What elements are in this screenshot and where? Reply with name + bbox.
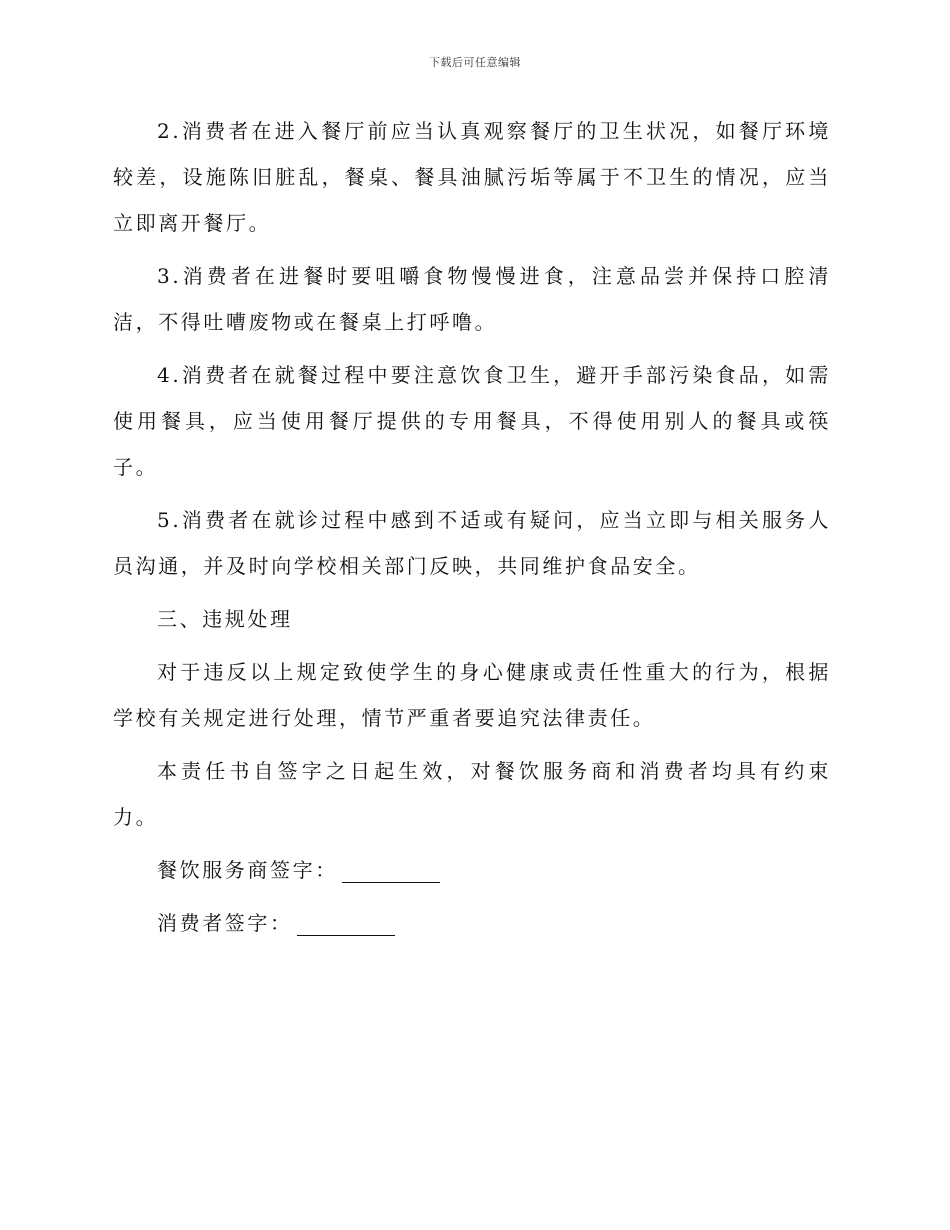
vendor-signature-label: 餐饮服务商签字： [157, 858, 338, 882]
paragraph-violation-handling: 对于违反以上规定致使学生的身心健康或责任性重大的行为，根据学校有关规定进行处理，情节严重者要追究法律责任。 [113, 660, 831, 730]
consumer-signature-line[interactable] [297, 907, 395, 936]
paragraph-item-5: 5.消费者在就诊过程中感到不适或有疑问，应当立即与相关服务人员沟通，并及时向学校相关部门反映，共同维护食品安全。 [113, 508, 831, 578]
vendor-signature-row [113, 847, 831, 893]
paragraph-item-2: 2.消费者在进入餐厅前应当认真观察餐厅的卫生状况，如餐厅环境较差，设施陈旧脏乱，餐桌、餐具油腻污垢等属于不卫生的情况，应当立即离开餐厅。 [113, 119, 831, 235]
section-heading-violation: 三、违规处理 [157, 607, 293, 631]
paragraph-effective-statement: 本责任书自签字之日起生效，对餐饮服务商和消费者均具有约束力。 [113, 759, 831, 829]
consumer-signature-label: 消费者签字： [157, 911, 293, 935]
consumer-signature-row [113, 900, 831, 946]
paragraph-item-4: 4.消费者在就餐过程中要注意饮食卫生，避开手部污染食品，如需使用餐具，应当使用餐厅提供的专用餐具，不得使用别人的餐具或筷子。 [113, 363, 831, 479]
vendor-signature-line[interactable] [342, 854, 440, 883]
document-body [113, 108, 831, 953]
page-header: 下载后可任意编辑 [429, 56, 521, 69]
paragraph-item-3: 3.消费者在进餐时要咀嚼食物慢慢进食，注意品尝并保持口腔清洁，不得吐嘈废物或在餐桌上打呼噜。 [113, 264, 831, 334]
